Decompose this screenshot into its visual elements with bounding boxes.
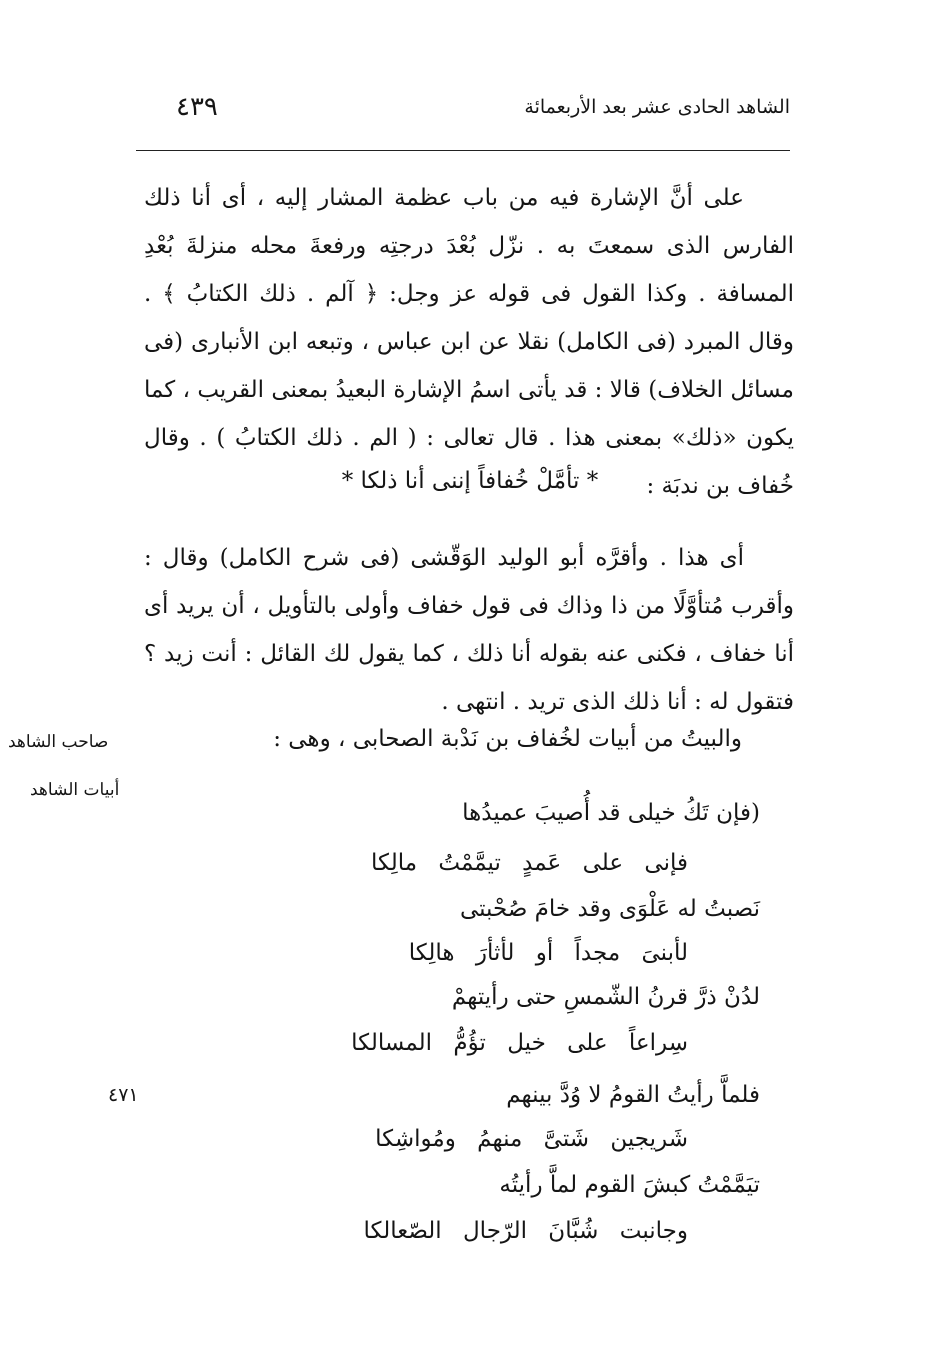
- verse-3-first: لدُنْ ذرَّ قرنُ الشّمسِ حتى رأيتهمْ: [451, 984, 760, 1010]
- verse-1-first: (فإن تَكُ خيلى قد أُصيبَ عميدُها: [462, 800, 760, 826]
- verse-2-first: نَصبتُ له عَلْوَى وقد خامَ صُحْبتى: [459, 896, 760, 922]
- quoted-verse: * تأمَّلْ خُفافاً إننى أنا ذلكا *: [341, 468, 599, 494]
- verse-5-first: تيَمَّمْتُ كبشَ القوم لماَّ رأيتُه: [499, 1172, 760, 1198]
- paragraph-2: أى هذا . وأقرَّه أبو الوليد الوَقّشى (فى شرح الكامل) وقال : وأقرب مُتأوَّلًا من ذا وذاك فى قول خفاف وأولى بالتأويل ، أن يريد أى أنا خفاف ، فكنى عنه بقوله أنا ذلك ، كما يقول لك القائل : أنت زيد ؟ فتقول له : أنا ذلك الذى تريد . انتهى .: [144, 545, 794, 715]
- verses-intro: والبيتُ من أبيات لخُفاف بن نَدْبة الصحابى ، وهى :: [273, 726, 742, 752]
- verse-5-second: وجانبت شُبَّانَ الرّجال الصّعالكا: [363, 1218, 688, 1244]
- verse-2-second: لأبنىَ مجداً أو لأثأرَ هالِكا: [408, 940, 688, 966]
- paragraph-1: على أنَّ الإشارة فيه من باب عظمة المشار إليه ، أى أنا ذلك الفارس الذى سمعتَ به . نزّل بُعْدَ درجتِه ورفعةَ محله منزلةَ بُعْدِ المسافة . وكذا القول فى قوله عز وجل: ﴿ آلم . ذلك الكتابُ ﴾ . وقال المبرد (فى الكامل) نقلا عن ابن عباس ، وتبعه ابن الأنبارى (فى مسائل الخلاف) قالا : قد يأتى اسمُ الإشارة البعيدُ بمعنى القريب ، كما يكون «ذلك» بمعنى هذا . قال تعالى : ( الم . ذلك الكتابُ ) . وقال خُفاف بن ندبَة :: [144, 185, 794, 499]
- verse-4-first: فلماَّ رأيتُ القومُ لا وُدَّ بينهم: [506, 1082, 760, 1108]
- margin-note-reference: ٤٧١: [108, 1084, 139, 1106]
- verse-1-second: فإنى على عَمدٍ تيمَّمْتُ مالِكا: [371, 850, 688, 876]
- running-header-title: الشاهد الحادى عشر بعد الأربعمائة: [524, 96, 790, 118]
- margin-note-verses: أبيات الشاهد: [30, 780, 120, 800]
- verse-3-second: سِراعاً على خيل تؤُمُّ المسالكا: [351, 1030, 688, 1056]
- verse-4-second: شَريجين شَتىَّ منهمُ ومُواشِكا: [375, 1126, 688, 1152]
- page-number: ٤٣٩: [176, 92, 218, 122]
- margin-note-author: صاحب الشاهد: [8, 732, 109, 752]
- header-rule: [136, 150, 790, 151]
